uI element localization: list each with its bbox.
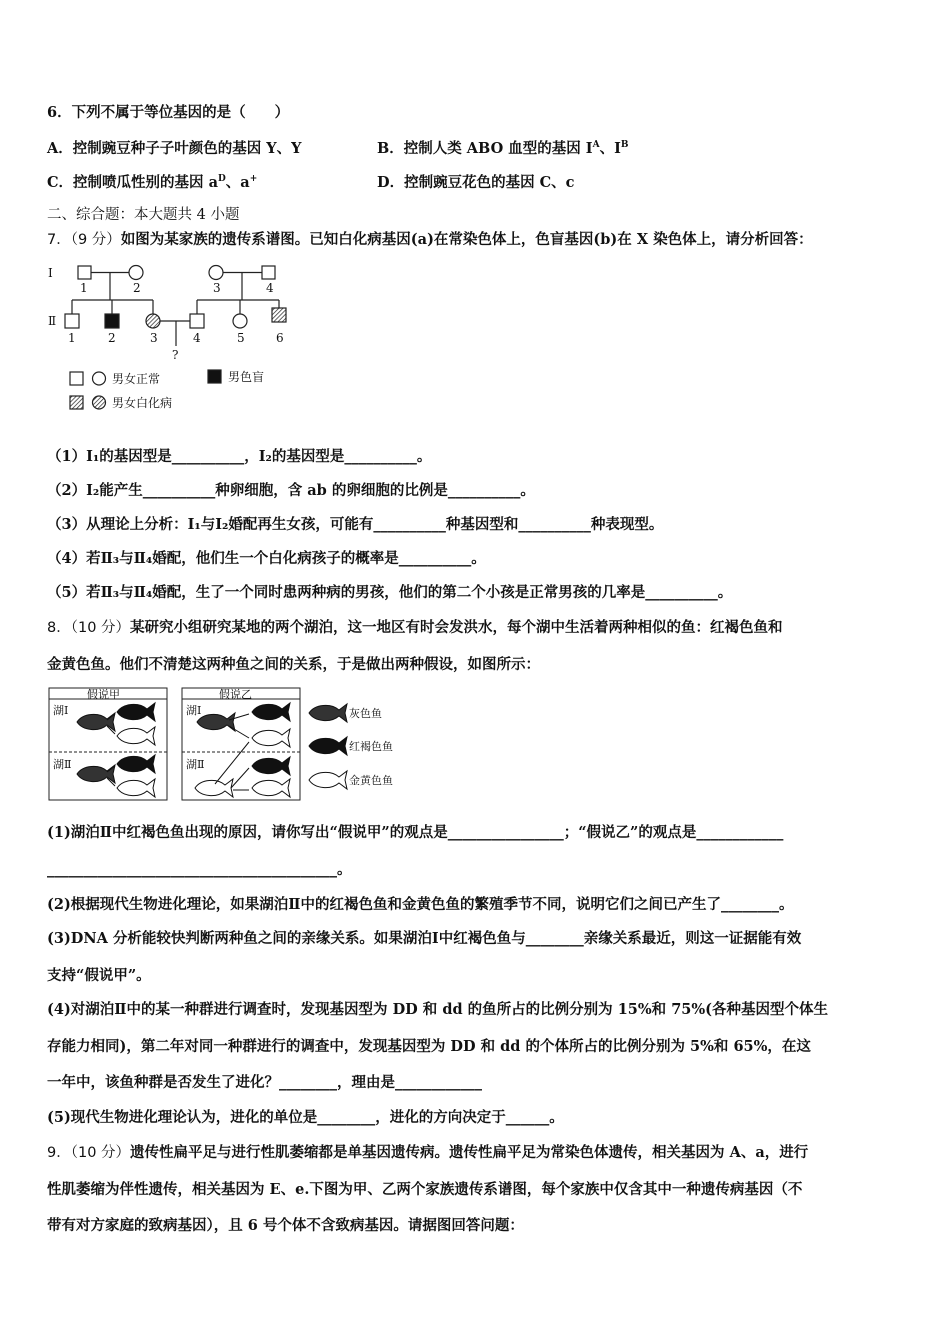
hypothesis-b-label: 假说乙	[219, 688, 252, 701]
q8-part2: (2)根据现代生物进化理论，如果湖泊Ⅱ中的红褐色鱼和金黄色鱼的繁殖季节不同，说明它们之间已产生了________。	[47, 896, 794, 913]
svg-text:湖Ⅰ: 湖Ⅰ	[53, 704, 69, 717]
q7-part4: （4）若Ⅱ₃与Ⅱ₄婚配，他们生一个白化病孩子的概率是__________。	[47, 550, 486, 567]
legend-golden-fish: 金黄色鱼	[349, 774, 393, 787]
svg-text:1: 1	[68, 331, 76, 345]
svg-text:6: 6	[276, 331, 284, 345]
q8-part5: (5)现代生物进化理论认为，进化的单位是________，进化的方向决定于______。	[47, 1109, 564, 1126]
q9-stem: 9．（10 分）遗传性扁平足与进行性肌萎缩都是单基因遗传病。遗传性扁平足为常染色体遗传，相关基因为 A、a，进行	[47, 1144, 809, 1161]
q8-part1-cont: ________________________________________。	[47, 861, 352, 878]
q8-part3: (3)DNA 分析能较快判断两种鱼之间的亲缘关系。如果湖泊Ⅰ中红褐色鱼与________亲缘关系最近，则这一证据能有效	[47, 930, 802, 947]
q6-option-b: B．控制人类 ABO 血型的基因 $I^A$、$I^B$	[377, 140, 629, 157]
legend-normal: 男女正常	[112, 372, 161, 386]
q7-part1: （1）Ⅰ₁的基因型是__________，Ⅰ₂的基因型是__________。	[47, 448, 432, 465]
q8-stem: 8．（10 分）某研究小组研究某地的两个湖泊，这一地区有时会发洪水，每个湖中生活着两种相似的鱼：红褐色鱼和	[47, 619, 783, 636]
q6-option-d: D．控制豌豆花色的基因 C、c	[377, 174, 575, 191]
svg-text:3: 3	[150, 331, 158, 345]
q6-stem: 6．下列不属于等位基因的是（ ）	[47, 104, 290, 121]
svg-text:4: 4	[266, 281, 274, 295]
q8-part4: (4)对湖泊Ⅱ中的某一种群进行调查时，发现基因型为 DD 和 dd 的鱼所占的比例分别为 15%和 75%(各种基因型个体生	[47, 1001, 829, 1018]
q8-stem-2: 金黄色鱼。他们不清楚这两种鱼之间的关系，于是做出两种假设，如图所示：	[47, 656, 540, 673]
svg-text:2: 2	[108, 331, 116, 345]
q8-part3-cont: 支持“假说甲”。	[47, 967, 151, 984]
q7-part3: （3）从理论上分析：Ⅰ₁与Ⅰ₂婚配再生女孩，可能有__________种基因型和__________种表现型。	[47, 516, 664, 533]
q8-part4-cont1: 存能力相同)，第二年对同一种群进行的调查中，发现基因型为 DD 和 dd 的个体所占的比例分别为 5%和 65%，在这	[47, 1038, 811, 1055]
q9-stem-2: 性肌萎缩为伴性遗传，相关基因为 E、e.下图为甲、乙两个家族遗传系谱图，每个家族中仅含其中一种遗传病基因（不	[47, 1181, 803, 1198]
legend-colorblind: 男色盲	[228, 370, 265, 384]
q8-part1: (1)湖泊Ⅱ中红褐色鱼出现的原因，请你写出“假说甲”的观点是________________；“假说乙”的观点是____________	[47, 824, 784, 841]
q7-part2: （2）Ⅰ₂能产生__________种卵细胞，含 ab 的卵细胞的比例是__________。	[47, 482, 535, 499]
q8-part4-cont2: 一年中，该鱼种群是否发生了进化？________，理由是____________	[47, 1074, 482, 1091]
q6-option-a: A．控制豌豆种子子叶颜色的基因 Y、Y	[47, 140, 302, 157]
section-heading: 二、综合题：本大题共 4 小题	[47, 207, 240, 223]
svg-text:湖Ⅱ: 湖Ⅱ	[53, 758, 72, 771]
svg-text:1: 1	[80, 281, 88, 295]
q6-option-c: C．控制喷瓜性别的基因 $a^D$、a+	[47, 174, 258, 191]
q7-stem: 7．（9 分）如图为某家族的遗传系谱图。已知白化病基因(a)在常染色体上，色盲基因(b)在 X 染色体上，请分析回答：	[47, 231, 813, 248]
legend-albino: 男女白化病	[112, 396, 173, 410]
legend-redbrown-fish: 红褐色鱼	[349, 740, 393, 753]
unknown-child: ?	[172, 348, 179, 362]
q7-part5: （5）若Ⅱ₃与Ⅱ₄婚配，生了一个同时患两种病的男孩，他们的第二个小孩是正常男孩的几率是__________。	[47, 584, 733, 601]
svg-text:3: 3	[213, 281, 221, 295]
svg-text:湖Ⅱ: 湖Ⅱ	[186, 758, 205, 771]
legend-gray-fish: 灰色鱼	[349, 707, 382, 720]
q9-stem-3: 带有对方家庭的致病基因），且 6 号个体不含致病基因。请据图回答问题：	[47, 1217, 524, 1234]
svg-text:4: 4	[193, 331, 201, 345]
hypothesis-a-label: 假说甲	[87, 688, 120, 701]
gen-ii-label: Ⅱ	[48, 314, 57, 328]
pedigree-chart	[40, 258, 300, 418]
fish-hypothesis-figure	[47, 686, 407, 804]
svg-text:湖Ⅰ: 湖Ⅰ	[186, 704, 202, 717]
svg-text:5: 5	[237, 331, 245, 345]
svg-text:2: 2	[133, 281, 141, 295]
gen-i-label: Ⅰ	[48, 266, 53, 280]
